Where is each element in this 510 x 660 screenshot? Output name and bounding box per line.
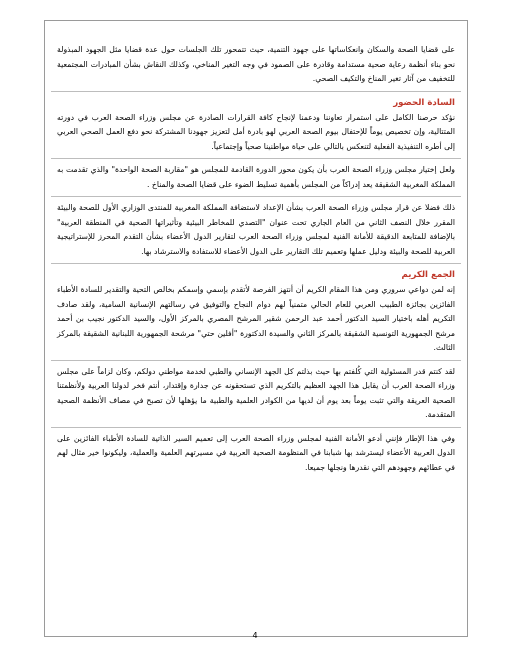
page-content [57,43,455,475]
separator [51,360,461,361]
separator [51,196,461,197]
separator [51,263,461,264]
paragraph-responsibility: لقد كنتم قدر المسئولية التي كُلفتم بها حيث بذلتم كل الجهد الإنساني والطبي لخدمة مواطني دولكم، وكان لزاماً على مجلس وزراء الصحة العرب أن يقابل هذا الجهد العظيم بالتكريم الذي تستحقونه عن جدارة وإقتدار، أنتم فخر لدولنا العربية ولأنظمتنا الصحية العريقة والتي تثبت يوماً بعد يوم أن لديها من الكوادر العلمية والطبية ما يؤهلها لأن تصبح في مصاف الأنظمة الصحية المتقدمة. [57,366,455,419]
paragraph-award-winners: إنه لمن دواعي سروري ومن هذا المقام الكريم أن أنتهز الفرصة لأتقدم بإسمي وإسمكم بخالص التحية والتقدير للسادة الأطباء الفائزين بجائزة الطبيب العربي للعام الحالي متمنياً لهم دوام النجاح والتوفيق في رسالتهم الإنسانية السامية، ولقد صادف التكريم أهله باختيار السيد الدكتور أحمد عبد الرحمن شقير المرشح المصري بالمركز الأول، والسيد الدكتور نجيب بن أحمد مرشح الجمهورية التونسية الشقيقة بالمركز الثاني والسيدة الدكتورة "أفلين حتي" مرشحة الجمهورية اللبنانية الشقيقة بالمركز الثالث. [57,285,455,352]
separator [51,91,461,92]
page-number: 4 [252,631,258,640]
paragraph-health-population: على قضايا الصحة والسكان وانعكاساتها على جهود التنمية، حيث تتمحور تلك الجلسات حول عدة قضايا مثل الجهود المبذولة نحو بناء أنظمة رعاية صحية مستدامة وقادرة على الصمود في وجه التغير المناخي، وكذلك النقاش بشأن المبادرات المجتمعية للتخفيف من آثار تغير المناخ والتكيف الصحي. [57,45,455,83]
paragraph-one-health: ولعل إختيار مجلس وزراء الصحة العرب بأن يكون محور الدورة القادمة للمجلس هو "مقاربة الصحة الواحدة" والذي تقدمت به المملكة المغربية الشقيقة يعد إدراكاً من المجلس بأهمية تسليط الضوء على قضايا الصحة والمناخ . [57,165,455,189]
separator [51,158,461,159]
paragraph-cooperation: نؤكد حرصنا الكامل على استمرار تعاوننا ودعمنا لإنجاح كافة القرارات الصادرة عن مجلس وزراء الصحة العرب في دورته المتتالية، وإن تخصيص يوماً للإحتفال بيوم الصحة العربي لهو بادرة أمل لتعزيز جهودنا المشتركة نحو دفع العمل الصحي العربي إلى أطره التنفيذية الفعلية لتنعكس بالتالي على حياة مواطنينا صحياً وإجتماعياً. [57,112,455,151]
paragraph-technical-secretariat: وفي هذا الإطار فإنني أدعو الأمانة الفنية لمجلس وزراء الصحة العرب إلى تعميم السير الذاتية للسادة الأطباء الفائزين على الدول العربية الأعضاء ليسترشد بها شبابنا في المنظومة الصحية العربية في مسيرتهم العلمية والعملية، وليكونوا خير مثال لهم في عطائهم وجهودهم التي نقدرها ونجلها جميعا. [57,433,455,472]
separator [51,427,461,428]
section-heading-gathering: الجمع الكريم [401,270,455,280]
paragraph-environment-forum: ذلك فضلا عن قرار مجلس وزراء الصحة العرب بشأن الإعداد لاستضافة المملكة المغربية للمنتدى الوزاري الأول للصحة والبيئة المقرر خلال النصف الثاني من العام الجاري تحت عنوان "التصدي للمخاطر البيئية وتأثيراتها الصحية في المنطقة العربية" بالإضافة للمتابعة الدقيقة للأمانة الفنية لمجلس وزراء الصحة العرب لتقارير الدول الأعضاء بشأن التقدم المحرز للإستراتيجية العربية للصحة والبيئة ودليل عملها وتعميم تلك التقارير على الدول الأعضاء للاستفادة والاسترشاد بها. [57,203,455,256]
section-heading-attendees: السادة الحضور [393,97,455,108]
page-border [44,20,468,637]
